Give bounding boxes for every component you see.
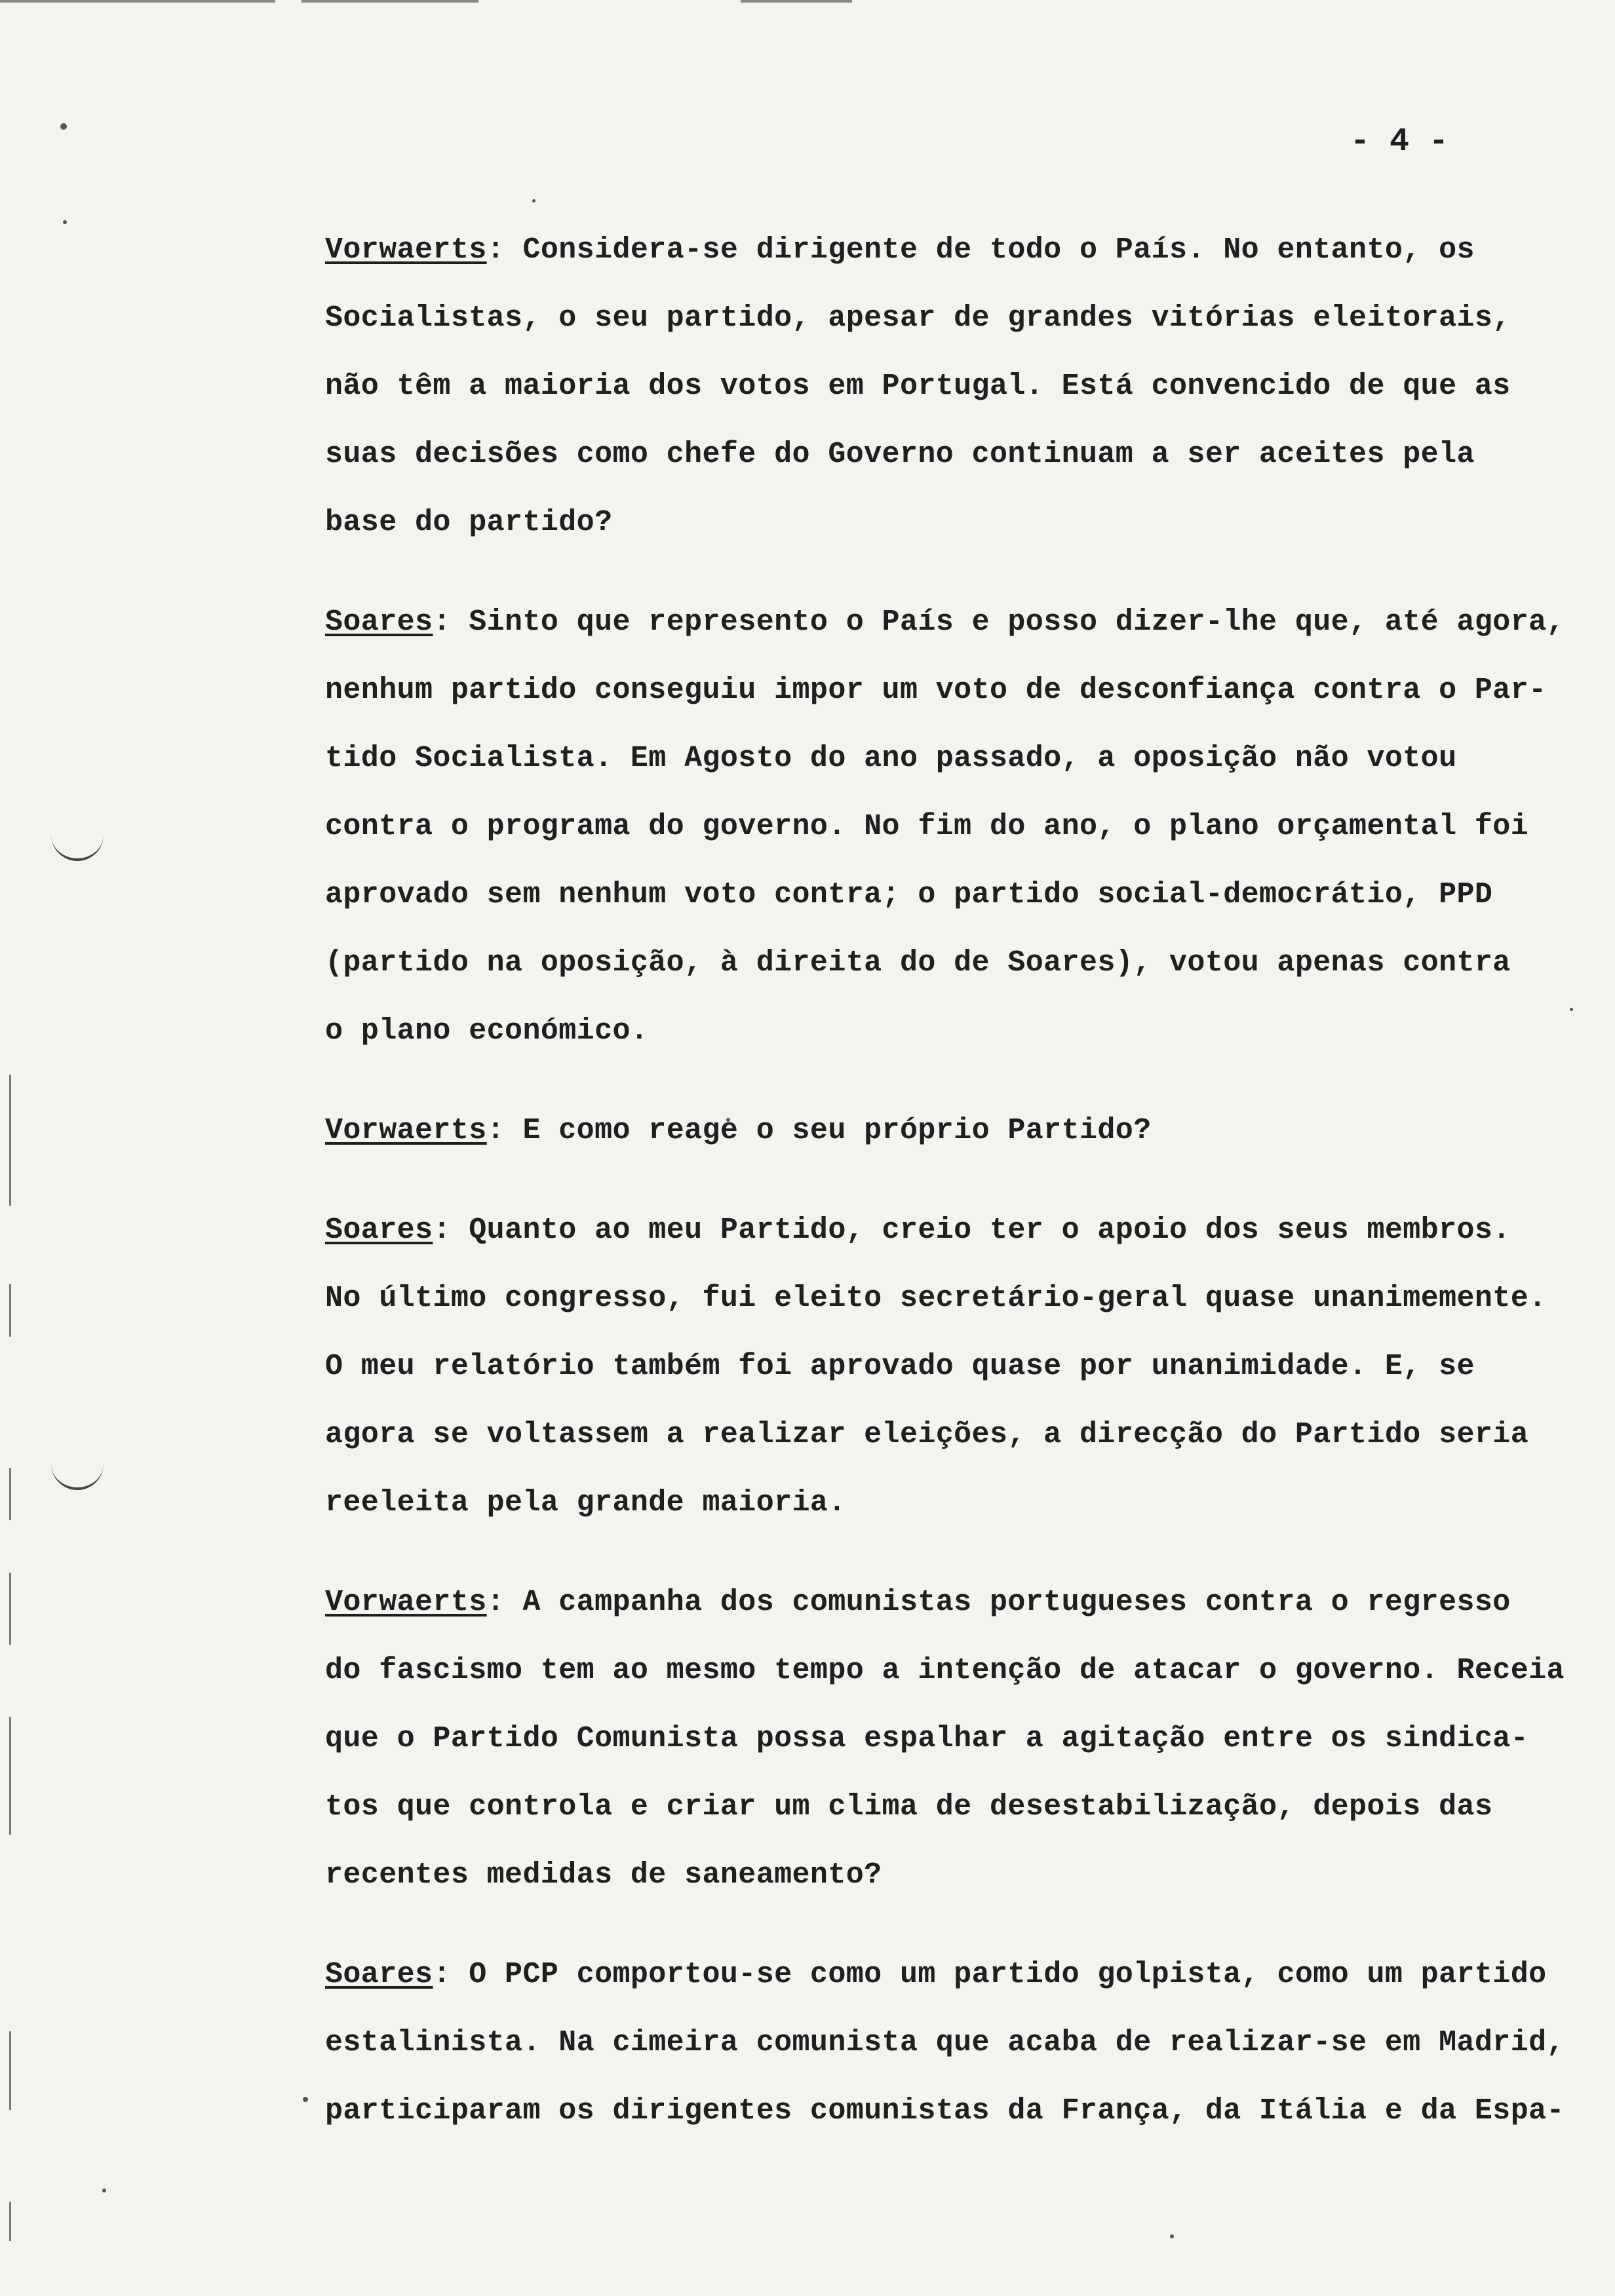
speaker-label: Soares (325, 1958, 433, 1991)
dialogue-block (325, 1097, 1570, 1165)
margin-tick (9, 2031, 11, 2110)
dialogue-block (325, 216, 1570, 557)
speaker-label: Vorwaerts (325, 1586, 487, 1619)
line-text: E como reage o seu próprio Partido? (522, 1114, 1152, 1147)
punch-hole-mark (51, 819, 104, 861)
text-line: o plano económico. (325, 1014, 649, 1048)
text-line: tos que controla e criar um clima de desestabilização, depois das (325, 1790, 1493, 1824)
page-number: - 4 - (1350, 123, 1449, 161)
text-line: reeleita pela grande maioria. (325, 1486, 846, 1520)
line-text: A campanha dos comunistas portugueses contra o regresso (522, 1586, 1511, 1619)
text-line: que o Partido Comunista possa espalhar a agitação entre os sindica- (325, 1722, 1529, 1755)
text-line: estalinista. Na cimeira comunista que acaba de realizar-se em Madrid, (325, 2026, 1565, 2059)
line-text: Considera-se dirigente de todo o País. No entanto, os (522, 233, 1475, 267)
text-line: aprovado sem nenhum voto contra; o partido social-democrátio, PPD (325, 878, 1493, 911)
scan-speck (102, 2189, 106, 2192)
speaker-colon: : (486, 233, 523, 267)
text-line (325, 1196, 1570, 1265)
text-line: Socialistas, o seu partido, apesar de grandes vitórias eleitorais, (325, 301, 1511, 335)
top-rule (0, 0, 275, 3)
text-line (325, 588, 1570, 657)
text-line: não têm a maioria dos votos em Portugal. Está convencido de que as (325, 370, 1511, 403)
text-line (325, 216, 1570, 284)
line-text: O PCP comportou-se como um partido golpista, como um partido (469, 1958, 1547, 1991)
margin-tick (9, 1717, 11, 1835)
speaker-label: Soares (325, 605, 433, 639)
interview-text (325, 216, 1570, 2177)
speaker-label: Vorwaerts (325, 1114, 487, 1147)
text-line: (partido na oposição, à direita do de Soares), votou apenas contra (325, 946, 1511, 980)
dialogue-block (325, 1941, 1570, 2145)
margin-tick (9, 1468, 11, 1520)
scan-speck (303, 2097, 308, 2102)
scan-speck (1170, 2234, 1174, 2238)
dialogue-block (325, 1569, 1570, 1909)
scan-speck (60, 123, 67, 130)
scan-speck (63, 220, 67, 224)
speaker-colon: : (433, 605, 469, 639)
text-line: base do partido? (325, 506, 613, 539)
margin-tick (9, 1284, 11, 1337)
text-line: agora se voltassem a realizar eleições, a direcção do Partido seria (325, 1418, 1529, 1451)
speaker-colon: : (486, 1114, 523, 1147)
text-line: No último congresso, fui eleito secretário-geral quase unanimemente. (325, 1282, 1547, 1315)
punch-hole-mark (51, 1448, 104, 1490)
text-line: do fascismo tem ao mesmo tempo a intenção de atacar o governo. Receia (325, 1654, 1565, 1687)
text-line (325, 1941, 1570, 2009)
text-line: participaram os dirigentes comunistas da França, da Itália e da Espa- (325, 2094, 1565, 2128)
text-line: nenhum partido conseguiu impor um voto de desconfiança contra o Par- (325, 674, 1547, 707)
line-text: Quanto ao meu Partido, creio ter o apoio dos seus membros. (469, 1214, 1511, 1247)
text-line: suas decisões como chefe do Governo continuam a ser aceites pela (325, 438, 1475, 471)
text-line (325, 1569, 1570, 1637)
text-line (325, 1097, 1570, 1165)
top-rule (302, 0, 478, 3)
text-line: tido Socialista. Em Agosto do ano passado, a oposição não votou (325, 742, 1457, 775)
text-line: O meu relatório também foi aprovado quase por unanimidade. E, se (325, 1350, 1475, 1383)
line-text: Sinto que represento o País e posso dizer-lhe que, até agora, (469, 605, 1565, 639)
text-line: recentes medidas de saneamento? (325, 1858, 882, 1892)
top-rule (741, 0, 852, 3)
margin-tick (9, 1075, 11, 1206)
speaker-colon: : (486, 1586, 523, 1619)
text-line: contra o programa do governo. No fim do ano, o plano orçamental foi (325, 810, 1529, 843)
scan-speck (532, 199, 535, 202)
margin-tick (9, 2202, 11, 2241)
dialogue-block (325, 588, 1570, 1065)
dialogue-block (325, 1196, 1570, 1537)
speaker-label: Vorwaerts (325, 233, 487, 267)
speaker-colon: : (433, 1214, 469, 1247)
speaker-colon: : (433, 1958, 469, 1991)
speaker-label: Soares (325, 1214, 433, 1247)
margin-tick (9, 1573, 11, 1645)
